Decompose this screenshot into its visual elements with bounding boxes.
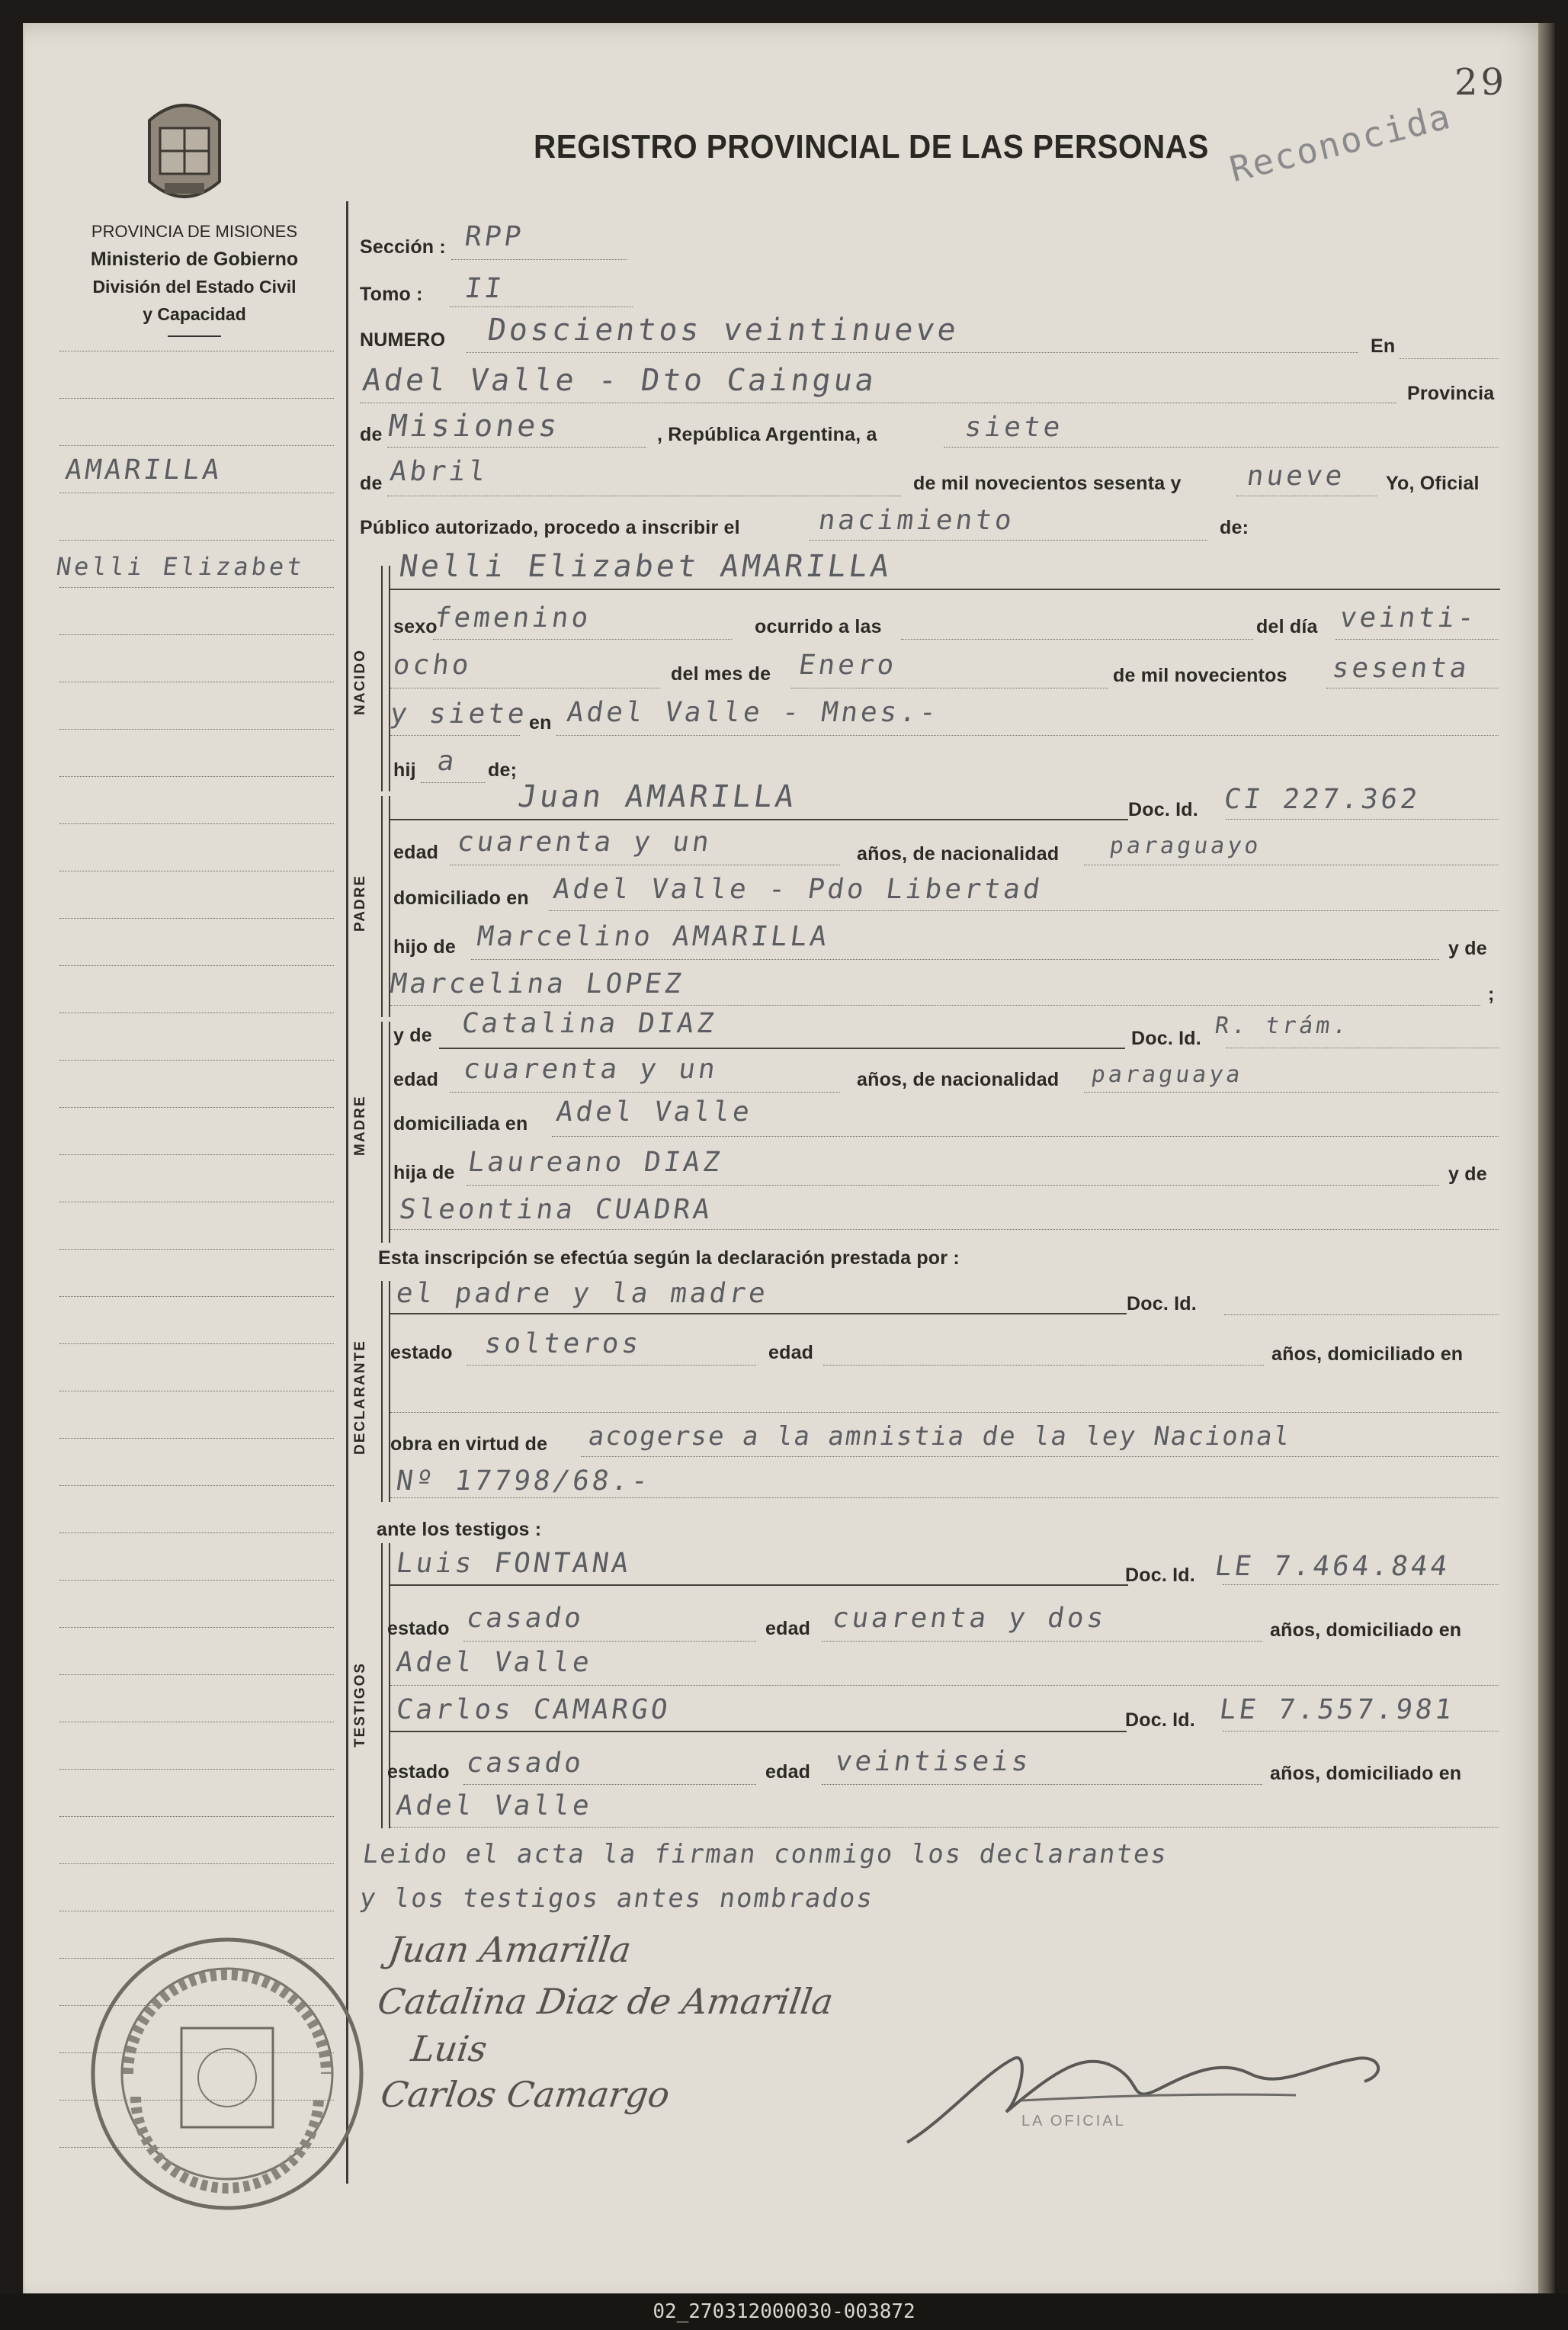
de2-label: de	[360, 473, 383, 494]
signature-1: Juan Amarilla	[386, 1929, 634, 1970]
del-mes-label: del mes de	[671, 663, 771, 685]
de-hij-label: de;	[488, 759, 518, 781]
division-label: División del Estado Civil	[92, 277, 297, 297]
testigo2-edad-label: edad	[765, 1761, 811, 1783]
margin-rule	[59, 1627, 334, 1628]
signature-3: Luis	[409, 2028, 490, 2069]
acto-value: nacimiento	[816, 505, 1017, 536]
margin-surname: AMARILLA	[63, 454, 225, 486]
semicolon-label: ;	[1488, 984, 1495, 1005]
margin-rule	[59, 729, 334, 730]
margin-rule	[59, 1249, 334, 1250]
margin-rule	[59, 1769, 334, 1770]
yo-oficial-label: Yo, Oficial	[1386, 473, 1480, 494]
testigo2-doc-label: Doc. Id.	[1125, 1709, 1195, 1731]
anio-nac-2: y siete	[388, 698, 530, 730]
cierre-1: Leido el acta la firman conmigo los declarantes	[361, 1839, 1170, 1869]
signature-2: Catalina Diaz de Amarilla	[375, 1981, 836, 2022]
ministry-label: Ministerio de Gobierno	[90, 249, 299, 270]
testigo1-doc-label: Doc. Id.	[1125, 1565, 1195, 1586]
margin-rule	[59, 918, 334, 919]
dia-value: siete	[963, 412, 1066, 443]
en-lugar-label: en	[529, 712, 552, 733]
province-label: PROVINCIA DE MISIONES	[91, 222, 298, 241]
testigo2-estado: casado	[464, 1748, 586, 1779]
hijo-de-label: hijo de	[393, 936, 456, 958]
padre-nac-label: años, de nacionalidad	[857, 843, 1060, 865]
margin-rule	[59, 1107, 334, 1108]
de-colon-label: de:	[1220, 517, 1249, 538]
margin-rule	[59, 1863, 334, 1864]
margin-rule	[59, 1343, 334, 1344]
padre-doc: CI 227.362	[1222, 784, 1422, 815]
seccion-label: Sección :	[360, 236, 446, 258]
madre-padre: Laureano DIAZ	[466, 1147, 725, 1178]
testigo1-nombre: Luis FONTANA	[394, 1548, 633, 1579]
margin-rule	[59, 587, 334, 588]
page-edge	[1538, 23, 1555, 2293]
madre-edad-label: edad	[393, 1069, 439, 1090]
mes-value: Abril	[388, 456, 491, 487]
madre-dom-label: domiciliada en	[393, 1113, 528, 1135]
margin-rule	[59, 1438, 334, 1439]
madre-edad: cuarenta y un	[461, 1054, 720, 1085]
obra-2: Nº 17798/68.-	[394, 1465, 653, 1497]
hij-suffix: a	[435, 746, 460, 777]
ocurrido-label: ocurrido a las	[755, 616, 882, 637]
republica-label: , República Argentina, a	[657, 424, 877, 445]
margin-rule	[59, 540, 334, 541]
padre-dom: Adel Valle - Pdo Libertad	[551, 874, 1045, 905]
padre-nac: paraguayo	[1108, 833, 1264, 859]
testigo2-dom-label: años, domiciliado en	[1270, 1763, 1462, 1784]
margin-rule	[59, 1580, 334, 1581]
margin-rule	[59, 445, 334, 446]
testigo2-edad: veintiseis	[833, 1746, 1034, 1777]
margin-rule	[59, 1154, 334, 1155]
numero-value: Doscientos veintinueve	[485, 313, 962, 348]
obra-label: obra en virtud de	[390, 1433, 548, 1455]
margin-rule	[59, 823, 334, 824]
lugar-nac: Adel Valle - Mnes.-	[565, 697, 941, 728]
lugar-value: Adel Valle - Dto Caingua	[360, 363, 880, 398]
sexo-label: sexo	[393, 616, 438, 637]
signature-4: Carlos Camargo	[378, 2074, 672, 2115]
provincia-value: Misiones	[386, 409, 563, 444]
provincia-label: Provincia	[1407, 383, 1495, 404]
anio-value: nueve	[1245, 461, 1348, 492]
madre-doc-label: Doc. Id.	[1131, 1028, 1201, 1049]
hij-label: hij	[393, 759, 416, 781]
declarante-label: DECLARANTE	[352, 1340, 368, 1455]
provincial-crest-icon	[142, 98, 227, 212]
page-number: 29	[1454, 61, 1508, 104]
padre-dom-label: domiciliado en	[393, 887, 529, 909]
madre-nac: paraguaya	[1089, 1061, 1246, 1088]
padre-madre: Marcelina LOPEZ	[388, 968, 686, 1000]
declarante-dom-label: años, domiciliado en	[1271, 1343, 1464, 1365]
madre-doc: R. trám.	[1213, 1013, 1352, 1039]
margin-rule	[59, 398, 334, 399]
tomo-value: II	[463, 273, 507, 304]
scan-footer: 02_270312000030-003872	[0, 2293, 1568, 2330]
sexo-value: femenino	[432, 602, 594, 634]
margin-rule	[59, 776, 334, 777]
madre-madre: Sleontina CUADRA	[397, 1194, 715, 1225]
padre-doc-label: Doc. Id.	[1128, 799, 1198, 820]
document-title: REGISTRO PROVINCIAL DE LAS PERSONAS	[534, 128, 1209, 165]
madre-label: MADRE	[352, 1095, 368, 1156]
madre-nombre: Catalina DIAZ	[460, 1008, 719, 1039]
official-signature-icon	[899, 2028, 1403, 2165]
ante-testigos-label: ante los testigos :	[377, 1519, 542, 1540]
margin-rule	[59, 1532, 334, 1533]
official-seal-icon	[82, 1929, 372, 2219]
margin-rule	[59, 965, 334, 966]
testigo1-doc: LE 7.464.844	[1213, 1551, 1452, 1582]
reconocida-stamp: Reconocida	[1225, 95, 1456, 191]
padre-padre: Marcelino AMARILLA	[475, 921, 832, 952]
padre-label: PADRE	[352, 874, 368, 932]
left-header	[46, 218, 343, 337]
nacido-label: NACIDO	[352, 649, 368, 715]
hija-de-label: hija de	[393, 1162, 455, 1183]
header-divider	[168, 335, 221, 337]
testigo2-estado-label: estado	[387, 1761, 450, 1783]
madre-y-de-label: y de	[393, 1025, 432, 1046]
testigo1-estado-label: estado	[387, 1618, 450, 1639]
obra-1: acogerse a la amnistia de la ley Nacional	[586, 1421, 1294, 1452]
en-label: En	[1371, 335, 1396, 357]
testigos-label: TESTIGOS	[352, 1661, 368, 1748]
margin-rule	[59, 1674, 334, 1675]
seccion-value: RPP	[463, 221, 526, 252]
margin-rule	[59, 1296, 334, 1297]
testigo2-dom: Adel Valle	[394, 1790, 595, 1821]
testigo1-edad: cuarenta y dos	[830, 1603, 1109, 1634]
tomo-label: Tomo :	[360, 284, 423, 305]
padre-y-de-label: y de	[1448, 938, 1487, 959]
margin-rule	[59, 1816, 334, 1817]
madre-y-de-label: y de	[1448, 1163, 1487, 1185]
madre-dom: Adel Valle	[554, 1096, 755, 1128]
margin-divider	[346, 201, 348, 2184]
testigo2-nombre: Carlos CAMARGO	[394, 1694, 673, 1725]
declarante-estado-label: estado	[390, 1342, 453, 1363]
declarante-doc-label: Doc. Id.	[1127, 1293, 1197, 1314]
capacity-label: y Capacidad	[143, 304, 246, 324]
margin-rule	[59, 1060, 334, 1061]
svg-text:LA OFICIAL: LA OFICIAL	[1021, 2113, 1126, 2129]
cierre-2: y los testigos antes nombrados	[358, 1883, 876, 1914]
declarante-edad-label: edad	[768, 1342, 814, 1363]
de-label: de	[360, 424, 383, 445]
numero-label: NUMERO	[360, 329, 446, 351]
del-dia-label: del día	[1256, 616, 1318, 637]
publico-label: Público autorizado, procedo a inscribir el	[360, 517, 740, 538]
margin-rule	[59, 1485, 334, 1486]
de-mil-label: de mil novecientos	[1113, 665, 1287, 686]
testigo1-dom: Adel Valle	[394, 1647, 595, 1678]
madre-nac-label: años, de nacionalidad	[857, 1069, 1060, 1090]
esta-inscripcion-label: Esta inscripción se efectúa según la declaración prestada por :	[378, 1247, 960, 1269]
padre-edad-label: edad	[393, 842, 439, 863]
margin-rule	[59, 634, 334, 635]
testigo2-doc: LE 7.557.981	[1217, 1694, 1457, 1725]
dia-nac-2: ocho	[391, 650, 474, 681]
nombre-value: Nelli Elizabet AMARILLA	[396, 549, 895, 584]
padre-nombre: Juan AMARILLA	[515, 779, 800, 814]
padre-edad: cuarenta y un	[455, 826, 714, 858]
mil-novecientos-label: de mil novecientos sesenta y	[913, 473, 1182, 494]
testigo1-dom-label: años, domiciliado en	[1270, 1619, 1462, 1641]
declarante-estado: solteros	[483, 1328, 644, 1359]
mes-nac: Enero	[797, 650, 899, 681]
margin-given-names: Nelli Elizabet	[54, 552, 307, 581]
declarante-value: el padre y la madre	[394, 1278, 771, 1309]
dia-nac-1: veinti-	[1338, 602, 1480, 634]
anio-nac-1: sesenta	[1330, 653, 1472, 684]
testigo1-edad-label: edad	[765, 1618, 811, 1639]
testigo1-estado: casado	[464, 1603, 586, 1634]
